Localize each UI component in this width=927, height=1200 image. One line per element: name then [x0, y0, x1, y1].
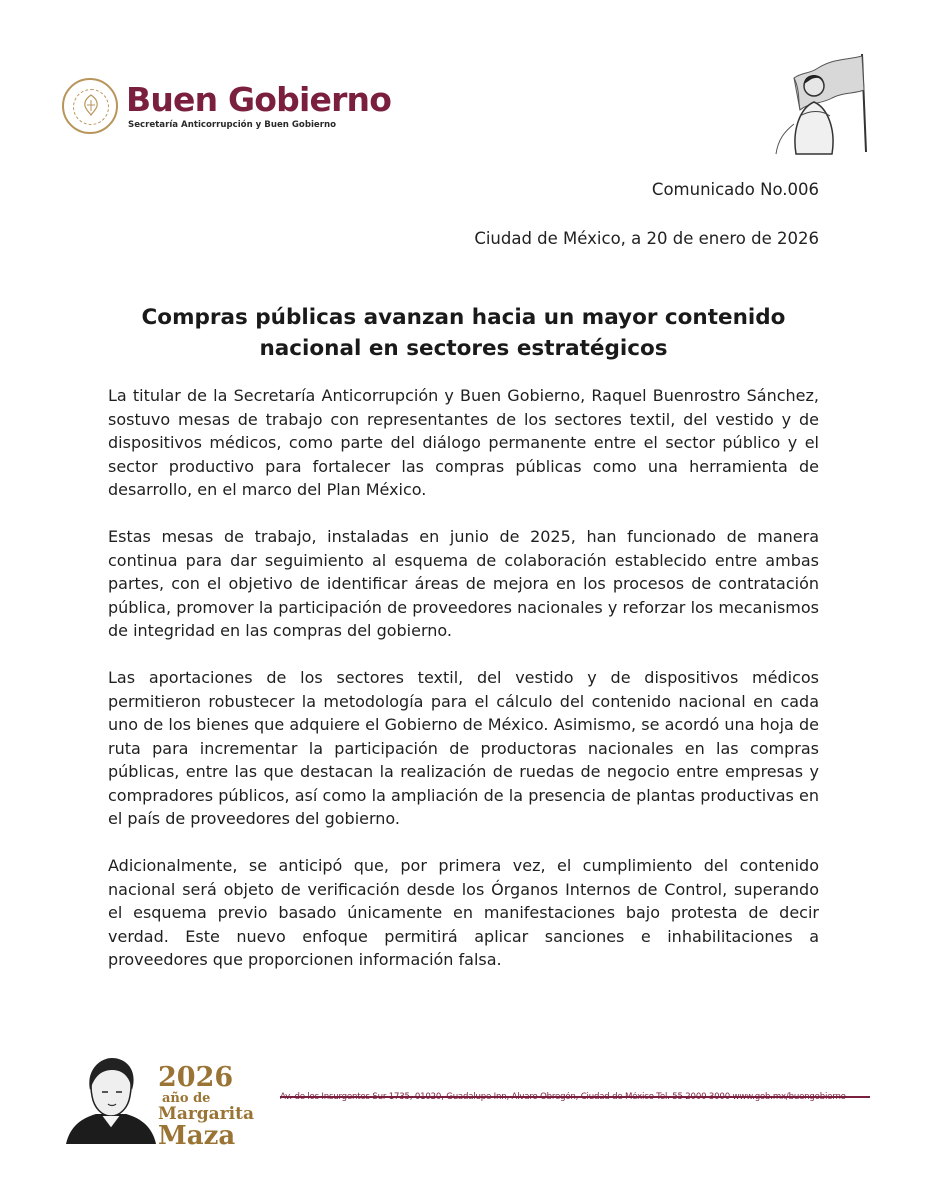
seal-icon [62, 78, 118, 134]
year-commemoration [158, 1064, 254, 1149]
year-subtitle: año de [162, 1091, 211, 1106]
header-logo [62, 78, 391, 134]
footer-address: Av. de los Insurgentes Sur 1735, 01020, Guadalupe Inn, Álvaro Obregón, Ciudad de México Tel. 55 2000 3000 www.gob.mx/buengobierno [280, 1092, 846, 1102]
year-name-first: Margarita [158, 1104, 254, 1124]
year-number: 2026 [158, 1062, 234, 1093]
paragraph: Adicionalmente, se anticipó que, por primera vez, el cumplimiento del contenido nacional será objeto de verificación desde los Órganos Internos de Control, superando el esquema previo basado únicamente en manifestaciones bajo protesta de decir verdad. Este nuevo enfoque permitirá aplicar sanciones e inhabilitaciones a proveedores que proporcionen información falsa. [108, 856, 819, 969]
margarita-maza-portrait-illustration [62, 1056, 160, 1144]
communique-number: Comunicado No.006 [651, 180, 819, 199]
document-body [108, 384, 819, 995]
paragraph: Las aportaciones de los sectores textil, del vestido y de dispositivos médicos permitieron robustecer la metodología para el cálculo del contenido nacional en cada uno de los bienes que adquiere el Gobierno de México. Asimismo, se acordó una hoja de ruta para incrementar la participación de productoras nacionales en las compras públicas, entre las que destacan la realización de ruedas de negocio entre empresas y compradores públicos, así como la ampliación de la presencia de plantas productivas en el país de proveedores del gobierno. [108, 668, 819, 828]
brand-title: Buen Gobierno [126, 80, 392, 119]
date-line: Ciudad de México, a 20 de enero de 2026 [474, 229, 819, 248]
document-title: Compras públicas avanzan hacia un mayor contenido nacional en sectores estratégicos [141, 305, 786, 361]
brand-subtitle: Secretaría Anticorrupción y Buen Gobierno [128, 120, 337, 130]
paragraph: La titular de la Secretaría Anticorrupción y Buen Gobierno, Raquel Buenrostro Sánchez, sostuvo mesas de trabajo con representantes de los sectores textil, del vestido y de dispositivos médicos, como parte del diálogo permanente entre el sector público y el sector productivo para fortalecer las compras públicas como una herramienta de desarrollo, en el marco del Plan México. [108, 386, 819, 499]
year-name-last: Maza [158, 1121, 236, 1151]
paragraph: Estas mesas de trabajo, instaladas en junio de 2025, han funcionado de manera continua para dar seguimiento al esquema de colaboración establecido entre ambas partes, con el objetivo de identificar áreas de mejora en los procesos de contratación pública, promover la participación de proveedores nacionales y reforzar los mecanismos de integridad en las compras del gobierno. [108, 527, 819, 640]
woman-with-flag-illustration [770, 50, 870, 156]
